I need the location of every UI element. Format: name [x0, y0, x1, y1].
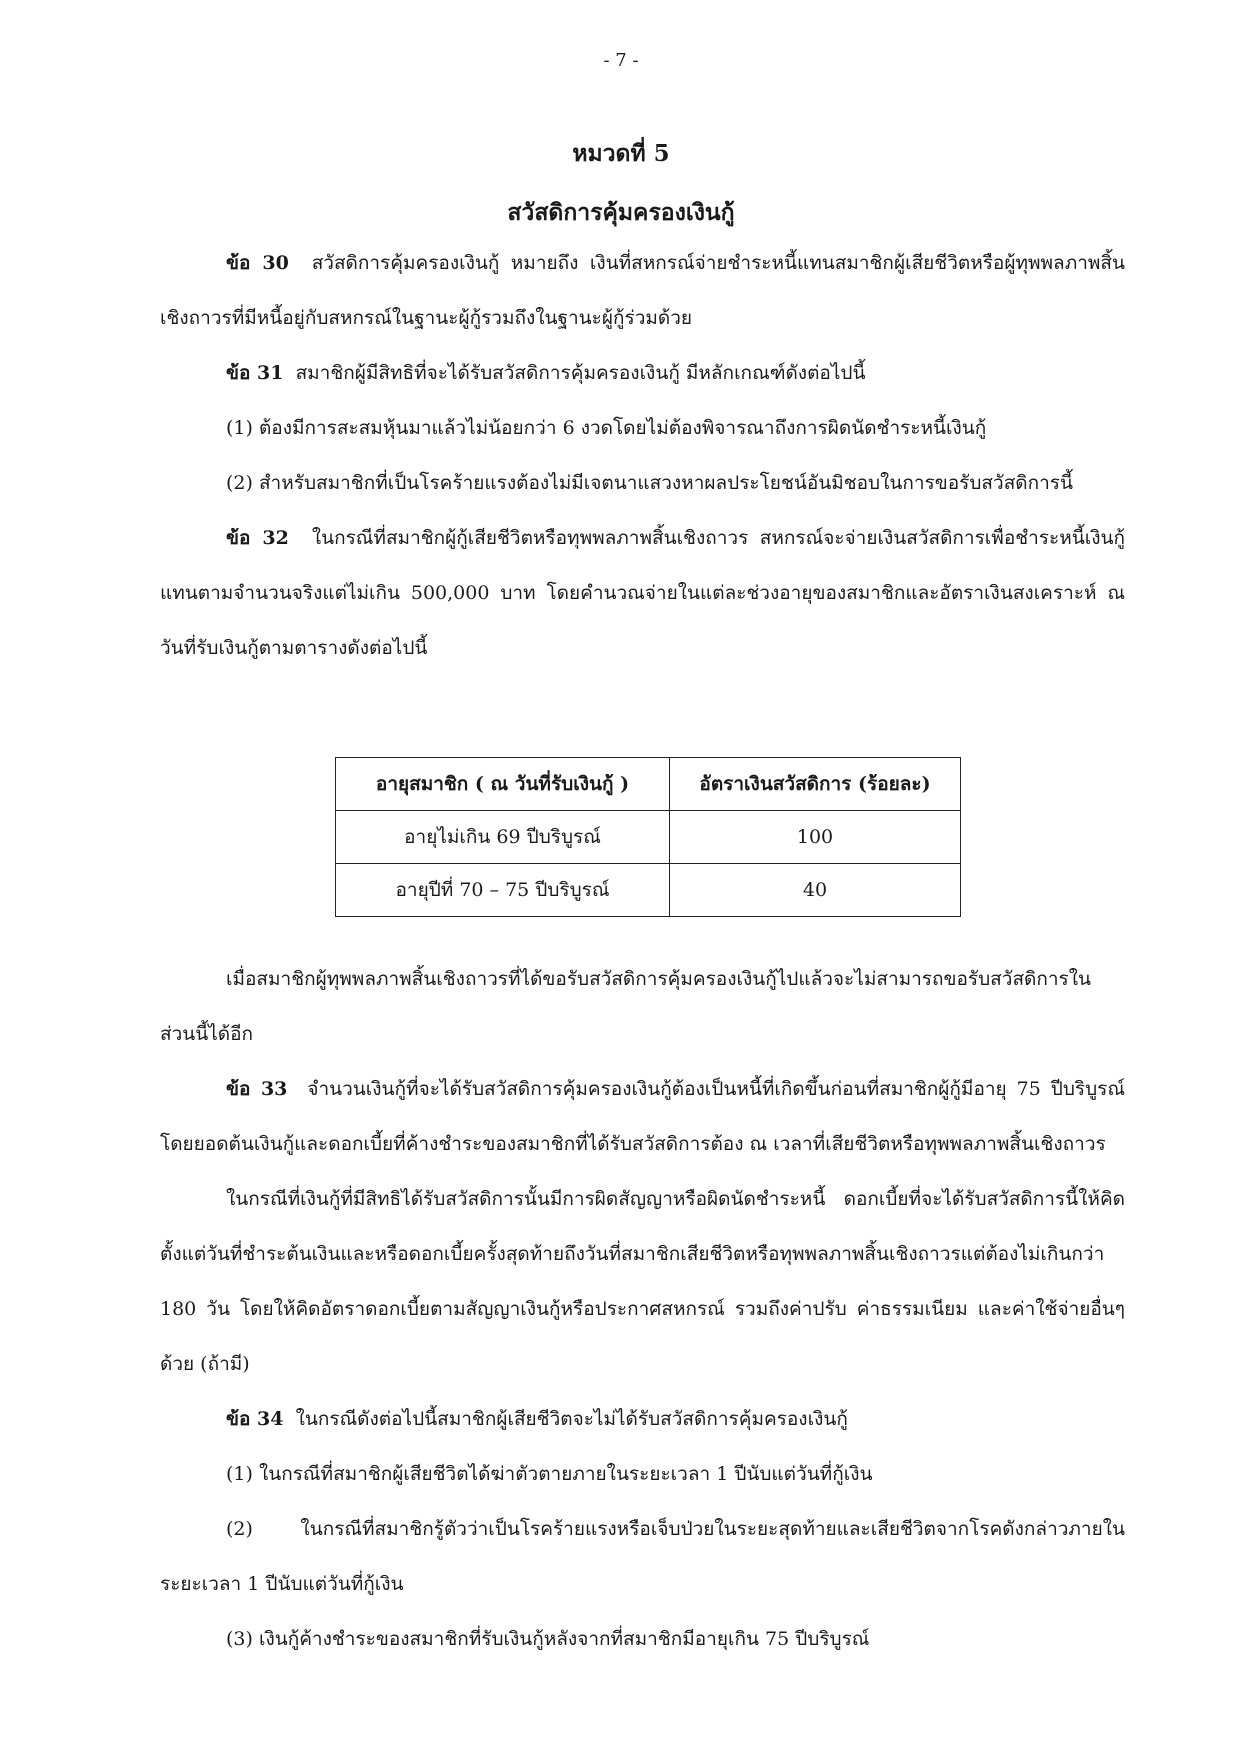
clause-33 — [160, 1062, 1125, 1172]
clause-label: ข้อ 34 — [226, 1408, 284, 1430]
clause-31-item-1 — [160, 401, 1125, 456]
clause-text: เมื่อสมาชิกผู้ทุพพลภาพสิ้นเชิงถาวรที่ได้ขอรับสวัสดิการคุ้มครองเงินกู้ไปแล้วจะไม่สามารถขอรับสวัสดิการในส่วนนี้ได้อีก — [160, 968, 1092, 1045]
table-cell-age: อายุไม่เกิน 69 ปีบริบูรณ์ — [336, 811, 670, 864]
clause-34-item-2 — [160, 1502, 1125, 1612]
welfare-rate-table-wrap — [335, 757, 961, 917]
chapter-title: สวัสดิการคุ้มครองเงินกู้ — [507, 199, 735, 226]
table-row — [336, 811, 961, 864]
clause-31 — [160, 346, 1125, 401]
table-cell-rate: 40 — [670, 864, 961, 917]
clause-text: (1) ในกรณีที่สมาชิกผู้เสียชีวิตได้ฆ่าตัวตายภายในระยะเวลา 1 ปีนับแต่วันที่กู้เงิน — [226, 1463, 873, 1485]
clause-label: ข้อ 31 — [226, 362, 284, 384]
clause-text: (2) ในกรณีที่สมาชิกรู้ตัวว่าเป็นโรคร้ายแรงหรือเจ็บป่วยในระยะสุดท้ายและเสียชีวิตจากโรคดังกล่าวภายในระยะเวลา 1 ปีนับแต่วันที่กู้เงิน — [160, 1518, 1125, 1595]
table-row — [336, 864, 961, 917]
clause-label: ข้อ 33 — [226, 1078, 288, 1100]
clause-text: ในกรณีที่สมาชิกผู้กู้เสียชีวิตหรือทุพพลภาพสิ้นเชิงถาวร สหกรณ์จะจ่ายเงินสวัสดิการเพื่อชำระหนี้เงินกู้แทนตามจำนวนจริงแต่ไม่เกิน 500,000 บาท โดยคำนวณจ่ายในแต่ละช่วงอายุของสมาชิกและอัตราเงินสงเคราะห์ ณ วันที่รับเงินกู้ตามตารางดังต่อไปนี้ — [160, 527, 1125, 659]
welfare-rate-table — [335, 757, 961, 917]
page-number: - 7 - — [603, 50, 639, 71]
body-section-bottom — [160, 952, 1125, 1667]
clause-34-item-1 — [160, 1447, 1125, 1502]
table-header-age: อายุสมาชิก ( ณ วันที่รับเงินกู้ ) — [336, 758, 670, 811]
clause-label: ข้อ 32 — [226, 527, 289, 549]
clause-text: (2) สำหรับสมาชิกที่เป็นโรคร้ายแรงต้องไม่มีเจตนาแสวงหาผลประโยชน์อันมิชอบในการขอรับสวัสดิการนี้ — [226, 472, 1073, 494]
clause-text: จำนวนเงินกู้ที่จะได้รับสวัสดิการคุ้มครองเงินกู้ต้องเป็นหนี้ที่เกิดขึ้นก่อนที่สมาชิกผู้กู้มีอายุ 75 ปีบริบูรณ์ โดยยอดต้นเงินกู้และดอกเบี้ยที่ค้างชำระของสมาชิกที่ได้รับสวัสดิการต้อง ณ เวลาที่เสียชีวิตหรือทุพพลภาพสิ้นเชิงถาวร — [160, 1078, 1125, 1155]
clause-label: ข้อ 30 — [226, 252, 289, 274]
clause-text: ในกรณีที่เงินกู้ที่มีสิทธิได้รับสวัสดิการนั้นมีการผิดสัญญาหรือผิดนัดชำระหนี้ ดอกเบี้ยที่จะได้รับสวัสดิการนี้ให้คิดตั้งแต่วันที่ชำระต้นเงินและหรือดอกเบี้ยครั้งสุดท้ายถึงวันที่สมาชิกเสียชีวิตหรือทุพพลภาพสิ้นเชิงถาวรแต่ต้องไม่เกินกว่า 180 วัน โดยให้คิดอัตราดอกเบี้ยตามสัญญาเงินกู้หรือประกาศสหกรณ์ รวมถึงค่าปรับ ค่าธรรมเนียม และค่าใช้จ่ายอื่นๆ ด้วย (ถ้ามี) — [160, 1188, 1125, 1375]
table-cell-rate: 100 — [670, 811, 961, 864]
chapter-number: หมวดที่ 5 — [572, 140, 670, 167]
clause-32 — [160, 511, 1125, 676]
body-section-top — [160, 236, 1125, 676]
clause-text: (1) ต้องมีการสะสมหุ้นมาแล้วไม่น้อยกว่า 6 งวดโดยไม่ต้องพิจารณาถึงการผิดนัดชำระหนี้เงินกู้ — [226, 417, 987, 439]
clause-text: (3) เงินกู้ค้างชำระของสมาชิกที่รับเงินกู้หลังจากที่สมาชิกมีอายุเกิน 75 ปีบริบูรณ์ — [226, 1628, 870, 1650]
clause-33-para-2 — [160, 1172, 1125, 1392]
clause-30 — [160, 236, 1125, 346]
table-header-row — [336, 758, 961, 811]
table-note — [160, 952, 1125, 1062]
clause-text: สวัสดิการคุ้มครองเงินกู้ หมายถึง เงินที่สหกรณ์จ่ายชำระหนี้แทนสมาชิกผู้เสียชีวิตหรือผู้ทุพพลภาพสิ้นเชิงถาวรที่มีหนี้อยู่กับสหกรณ์ในฐานะผู้กู้รวมถึงในฐานะผู้กู้ร่วมด้วย — [160, 252, 1125, 329]
clause-text: สมาชิกผู้มีสิทธิที่จะได้รับสวัสดิการคุ้มครองเงินกู้ มีหลักเกณฑ์ดังต่อไปนี้ — [295, 362, 866, 384]
clause-31-item-2 — [160, 456, 1125, 511]
clause-34-item-3 — [160, 1612, 1125, 1667]
table-cell-age: อายุปีที่ 70 – 75 ปีบริบูรณ์ — [336, 864, 670, 917]
clause-34 — [160, 1392, 1125, 1447]
table-header-rate: อัตราเงินสวัสดิการ (ร้อยละ) — [670, 758, 961, 811]
clause-text: ในกรณีดังต่อไปนี้สมาชิกผู้เสียชีวิตจะไม่ได้รับสวัสดิการคุ้มครองเงินกู้ — [295, 1408, 848, 1430]
